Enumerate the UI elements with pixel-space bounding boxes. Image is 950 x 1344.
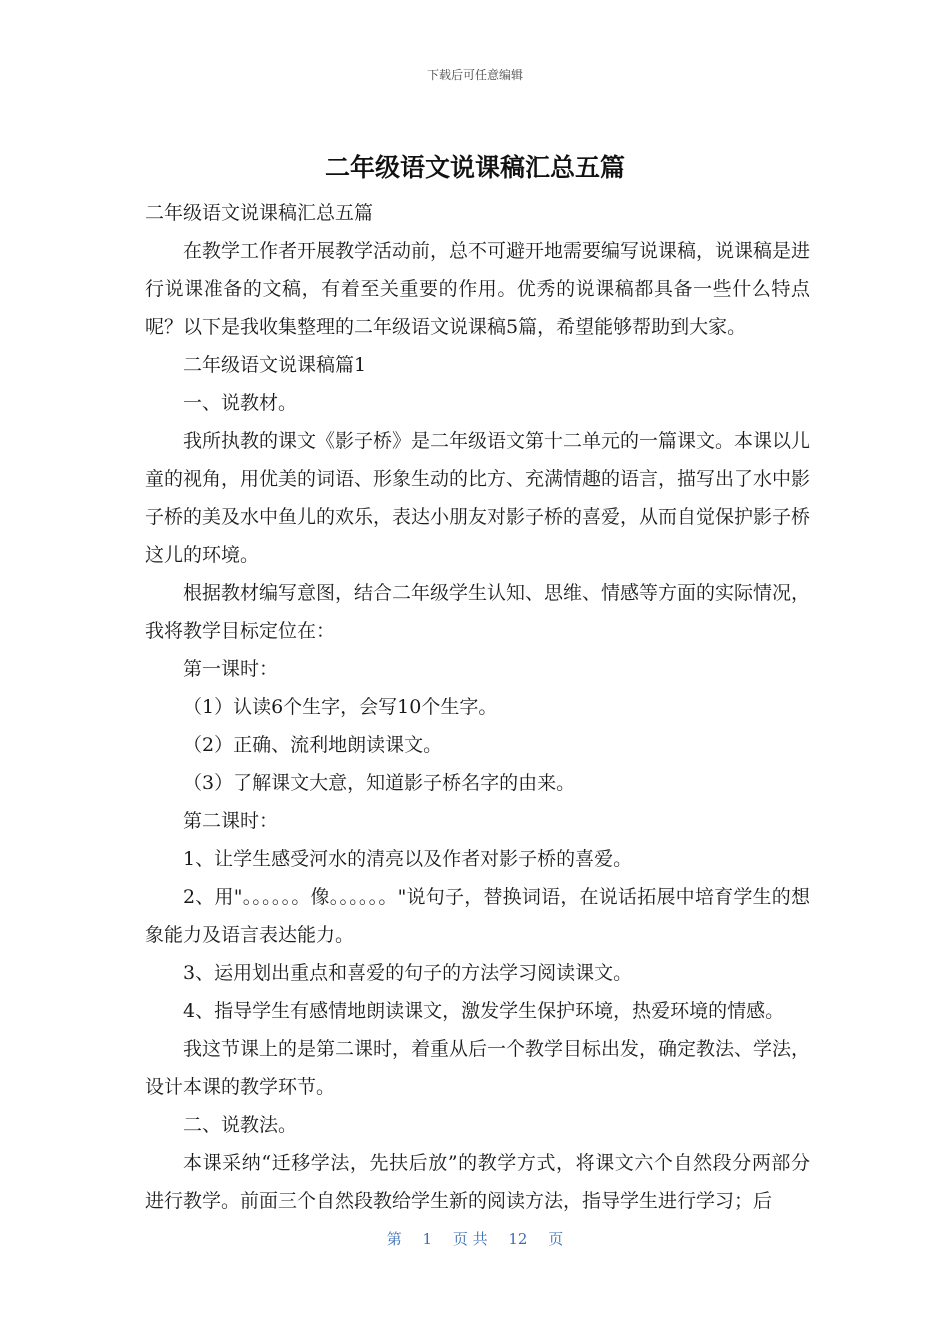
first-lesson-heading: 第一课时： <box>183 658 279 680</box>
lesson-focus-paragraph: 我这节课上的是第二课时，着重从后一个教学目标出发，确定教法、学法，设计本课的教学环节。 <box>145 1038 811 1098</box>
textbook-paragraph: 我所执教的课文《影子桥》是二年级语文第十二单元的一篇课文。本课以儿童的视角，用优美的词语、形象生动的比方、充满情趣的语言，描写出了水中影子桥的美及水中鱼儿的欢乐，表达小朋友对影子桥的喜爱，从而自觉保护影子桥这儿的环境。 <box>145 430 811 566</box>
list-item: （3）了解课文大意，知道影子桥名字的由来。 <box>183 772 576 794</box>
list-item: 2、用"。。。。。。像。。。。。。"说句子，替换词语，在说话拓展中培育学生的想象能力及语言表达能力。 <box>145 886 810 946</box>
footer-label-of: 页 共 <box>452 1230 488 1248</box>
header-note: 下载后可任意编辑 <box>426 68 523 82</box>
document-body <box>145 194 810 1220</box>
footer-current-page: 1 <box>422 1230 433 1248</box>
list-item: （2）正确、流利地朗读课文。 <box>183 734 443 756</box>
objective-intro-paragraph: 根据教材编写意图，结合二年级学生认知、思维、情感等方面的实际情况，我将教学目标定位在： <box>145 582 811 642</box>
list-item: 1、让学生感受河水的清亮以及作者对影子桥的喜爱。 <box>183 848 633 870</box>
subtitle-line: 二年级语文说课稿汇总五篇 <box>145 202 374 224</box>
heading-textbook: 一、说教材。 <box>183 392 298 414</box>
list-item: （1）认读6个生字，会写10个生字。 <box>183 696 498 718</box>
method-paragraph: 本课采纳“迁移学法，先扶后放”的教学方式，将课文六个自然段分两部分进行教学。前面三个自然段教给学生新的阅读方法，指导学生进行学习；后 <box>145 1152 810 1212</box>
list-item: 3、运用划出重点和喜爱的句子的方法学习阅读课文。 <box>183 962 633 984</box>
list-item: 4、指导学生有感情地朗读课文，激发学生保护环境，热爱环境的情感。 <box>183 1000 785 1022</box>
footer-label-page: 第 <box>386 1230 402 1248</box>
intro-paragraph: 在教学工作者开展教学活动前，总不可避开地需要编写说课稿，说课稿是进行说课准备的文稿，有着至关重要的作用。优秀的说课稿都具备一些什么特点呢？以下是我收集整理的二年级语文说课稿5篇，希望能够帮助到大家。 <box>145 240 811 338</box>
section-heading-1: 二年级语文说课稿篇1 <box>183 354 367 376</box>
document-title: 二年级语文说课稿汇总五篇 <box>324 153 625 182</box>
footer-total-pages: 12 <box>508 1230 528 1248</box>
page-footer <box>0 1228 950 1249</box>
second-lesson-heading: 第二课时： <box>183 810 279 832</box>
heading-method: 二、说教法。 <box>183 1114 298 1136</box>
footer-label-end: 页 <box>548 1230 564 1248</box>
